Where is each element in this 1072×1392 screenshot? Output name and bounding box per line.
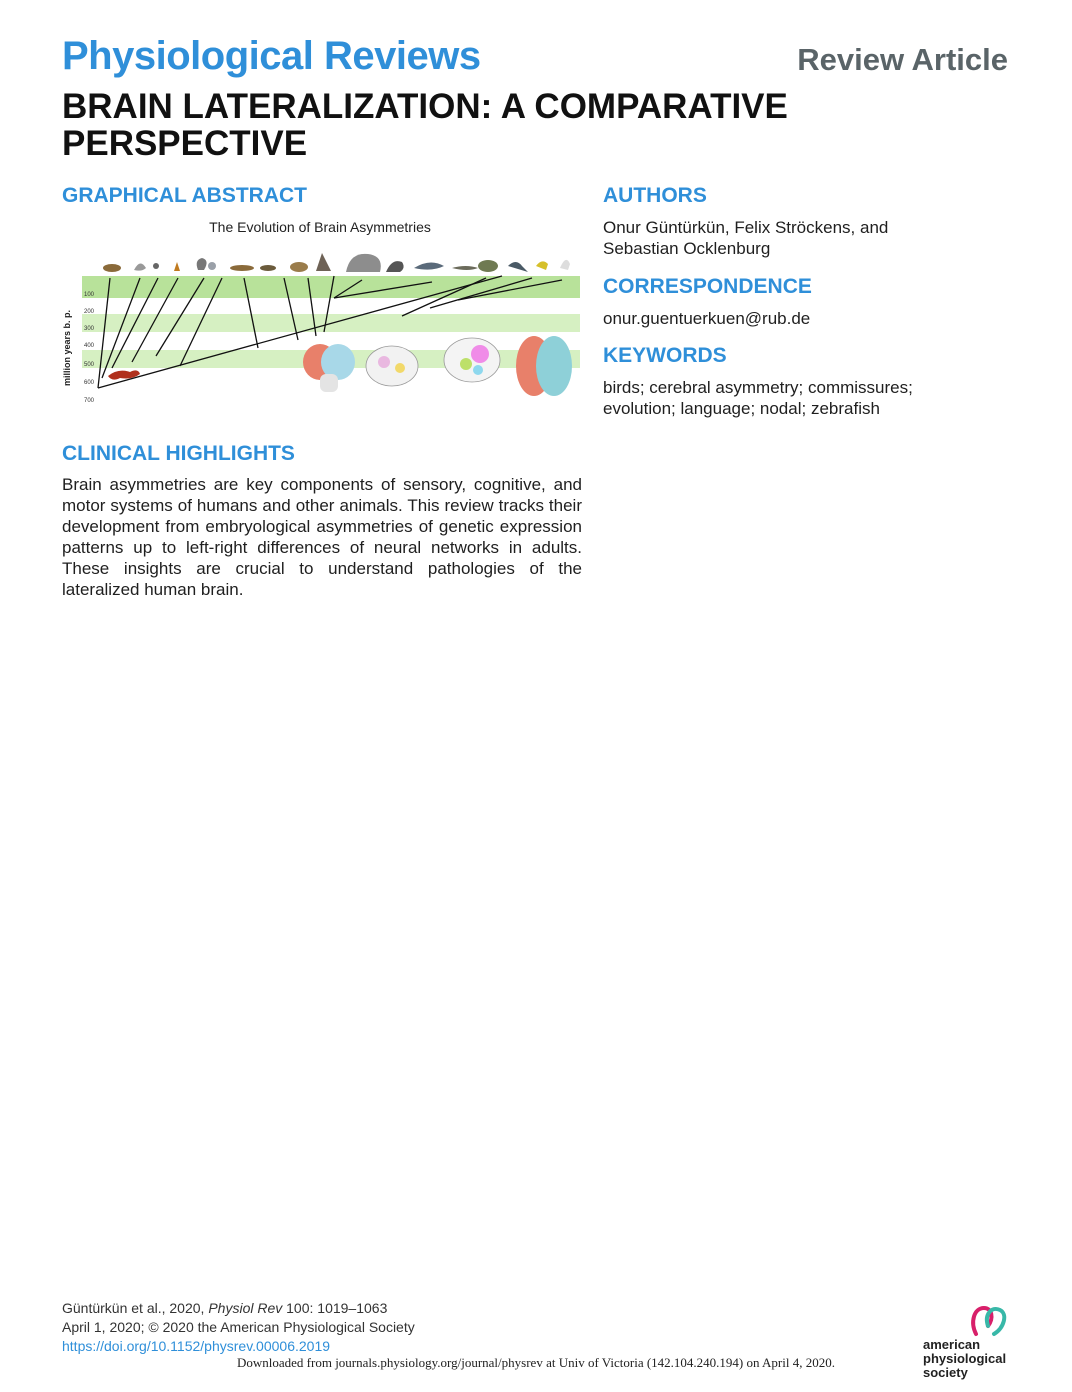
keywords-line-2: evolution; language; nodal; zebrafish [603,399,880,418]
keywords-line-1: birds; cerebral asymmetry; commissures; [603,378,913,397]
animal-silhouettes [103,253,570,272]
journal-abbrev: Physiol Rev [208,1300,283,1316]
correspondence-heading: CORRESPONDENCE [603,275,812,298]
tick-400: 400 [84,343,95,349]
y-axis-ticks [84,292,95,404]
tick-200: 200 [84,309,95,315]
aps-logo-text [923,1338,1006,1380]
aps-logo-icon [968,1304,1010,1340]
y-axis-label: million years b. p. [62,309,72,387]
aps-line-1: american [923,1337,981,1352]
tick-500: 500 [84,362,95,368]
figure-title: The Evolution of Brain Asymmetries [209,219,431,235]
download-notice: Downloaded from journals.physiology.org/journal/physrev at Univ of Victoria (142.104.240.194) on April 4, 2020. [237,1355,835,1370]
journal-name: Physiological Reviews [62,34,481,78]
correspondence-email[interactable]: onur.guentuerkuen@rub.de [603,309,811,328]
authors-heading: AUTHORS [603,184,707,207]
keywords-heading: KEYWORDS [603,344,727,367]
evolution-tree-figure [62,216,580,406]
article-type: Review Article [797,42,1008,77]
authors-line-1: Onur Güntürkün, Felix Ströckens, and [603,218,889,237]
citation-line [62,1299,415,1318]
graphical-abstract-figure [62,216,580,406]
date-copyright: April 1, 2020; © 2020 the American Physiological Society [62,1319,415,1335]
tick-700: 700 [84,398,95,404]
title-line-1: BRAIN LATERALIZATION: A COMPARATIVE [62,87,788,126]
clinical-highlights-heading: CLINICAL HIGHLIGHTS [62,442,295,465]
tick-100: 100 [84,292,95,298]
citation-authors: Güntürkün et al., 2020, [62,1300,209,1316]
keywords-list [603,377,1023,419]
authors-list [603,217,1023,259]
aps-line-3: society [923,1365,968,1380]
tick-300: 300 [84,326,95,332]
tick-600: 600 [84,380,95,386]
clinical-highlights-text: Brain asymmetries are key components of sensory, cognitive, and motor systems of humans and other animals. This review tracks their development from embryological asymmetries of genetic expression patterns up to left-right differences of neural networks in adults. These insights are crucial to understand pathologies of the lateralized human brain. [62,475,582,599]
title-line-2: PERSPECTIVE [62,124,308,163]
article-title [62,88,1002,162]
authors-line-2: Sebastian Ocklenburg [603,239,771,258]
doi-link[interactable]: https://doi.org/10.1152/physrev.00006.2019 [62,1338,331,1354]
citation-footer [62,1299,415,1356]
aps-line-2: physiological [923,1351,1007,1366]
citation-pages: 100: 1019–1063 [282,1300,388,1316]
graphical-abstract-heading: GRAPHICAL ABSTRACT [62,184,307,207]
